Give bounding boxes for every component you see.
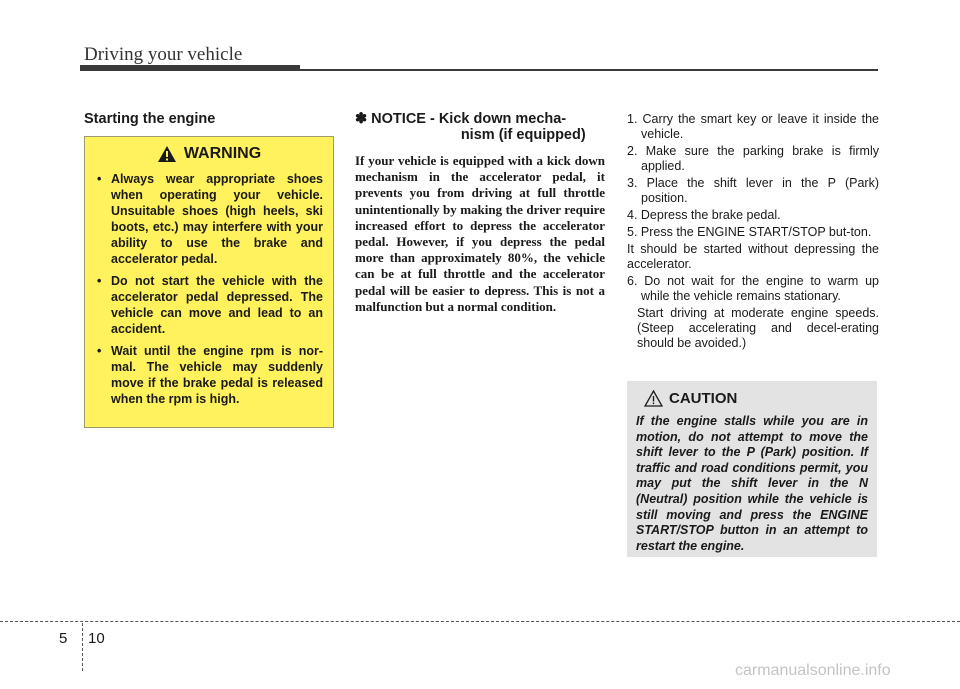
caution-title <box>644 390 868 407</box>
step-item: 1. Carry the smart key or leave it inside the vehicle. <box>627 112 879 141</box>
step-item: 4. Depress the brake pedal. <box>627 208 781 222</box>
watermark: carmanualsonline.info <box>735 662 891 679</box>
caution-box <box>627 381 877 557</box>
step-item: 5. Press the ENGINE START/STOP but-ton. <box>627 225 872 239</box>
footer-divider <box>0 621 960 622</box>
footer-vertical-divider <box>82 623 83 671</box>
header-rule-thin <box>300 69 878 71</box>
left-column <box>84 111 334 428</box>
notice-body: If your vehicle is equipped with a kick down mechanism in the accelerator pedal, it prevents you from driving at full throttle unintentionally by making the driver require increased effort to depress the accelerator pedal. However, if you depress the pedal more than approximately 80%, the vehicle can be at full throttle and the accelerator pedal will be easier to depress. This is not a malfunction but a normal condition. <box>355 153 605 314</box>
chapter-number: 5 <box>59 630 68 647</box>
warning-triangle-icon <box>157 145 177 163</box>
step-note: It should be started without depressing the accelerator. <box>627 242 879 271</box>
notice-title-line2: nism (if equipped) <box>460 127 586 143</box>
warning-item: • Wait until the engine rpm is nor-mal. The vehicle may suddenly move if the brake pedal is released when the rpm is high. <box>95 343 323 407</box>
notice-title-line1: Kick down mecha- <box>438 111 567 127</box>
section-heading: Starting the engine <box>84 111 216 127</box>
step-item-extra: Start driving at moderate engine speeds. (Steep accelerating and decel-erating should be avoided.) <box>637 306 879 350</box>
warning-box <box>84 136 334 428</box>
caution-body: If the engine stalls while you are in motion, do not attempt to move the shift lever to the P (Park) position. If traffic and road conditions permit, you may put the shift lever in the N (Neutral) position while the vehicle is still moving and press the ENGINE START/STOP button in an attempt to restart the engine. <box>636 414 868 553</box>
step-item: 2. Make sure the parking brake is firmly applied. <box>627 144 879 173</box>
warning-list <box>95 171 323 407</box>
header-rule-thick <box>80 65 300 71</box>
notice-title <box>435 111 586 143</box>
step-item: 3. Place the shift lever in the P (Park) position. <box>627 176 879 205</box>
notice-heading <box>355 111 605 143</box>
caution-title-text: CAUTION <box>669 390 738 407</box>
caution-triangle-icon <box>644 390 663 407</box>
warning-title-text: WARNING <box>183 145 262 162</box>
warning-item: • Always wear appropriate shoes when operating your vehicle. Unsuitable shoes (high heels, ski boots, etc.) may interfere with your ability to use the brake and accelerator pedal. <box>95 171 323 267</box>
page-header-title: Driving your vehicle <box>84 44 243 65</box>
right-column <box>627 112 879 353</box>
middle-column <box>355 111 605 315</box>
notice-label: ✽ NOTICE - <box>355 111 435 127</box>
warning-title <box>95 145 323 163</box>
step-item: 6. Do not wait for the engine to warm up while the vehicle remains stationary. <box>627 274 879 303</box>
start-steps-list <box>627 112 879 351</box>
warning-item: • Do not start the vehicle with the accelerator pedal depressed. The vehicle can move and lead to an accident. <box>95 273 323 337</box>
page-number: 10 <box>88 630 105 647</box>
